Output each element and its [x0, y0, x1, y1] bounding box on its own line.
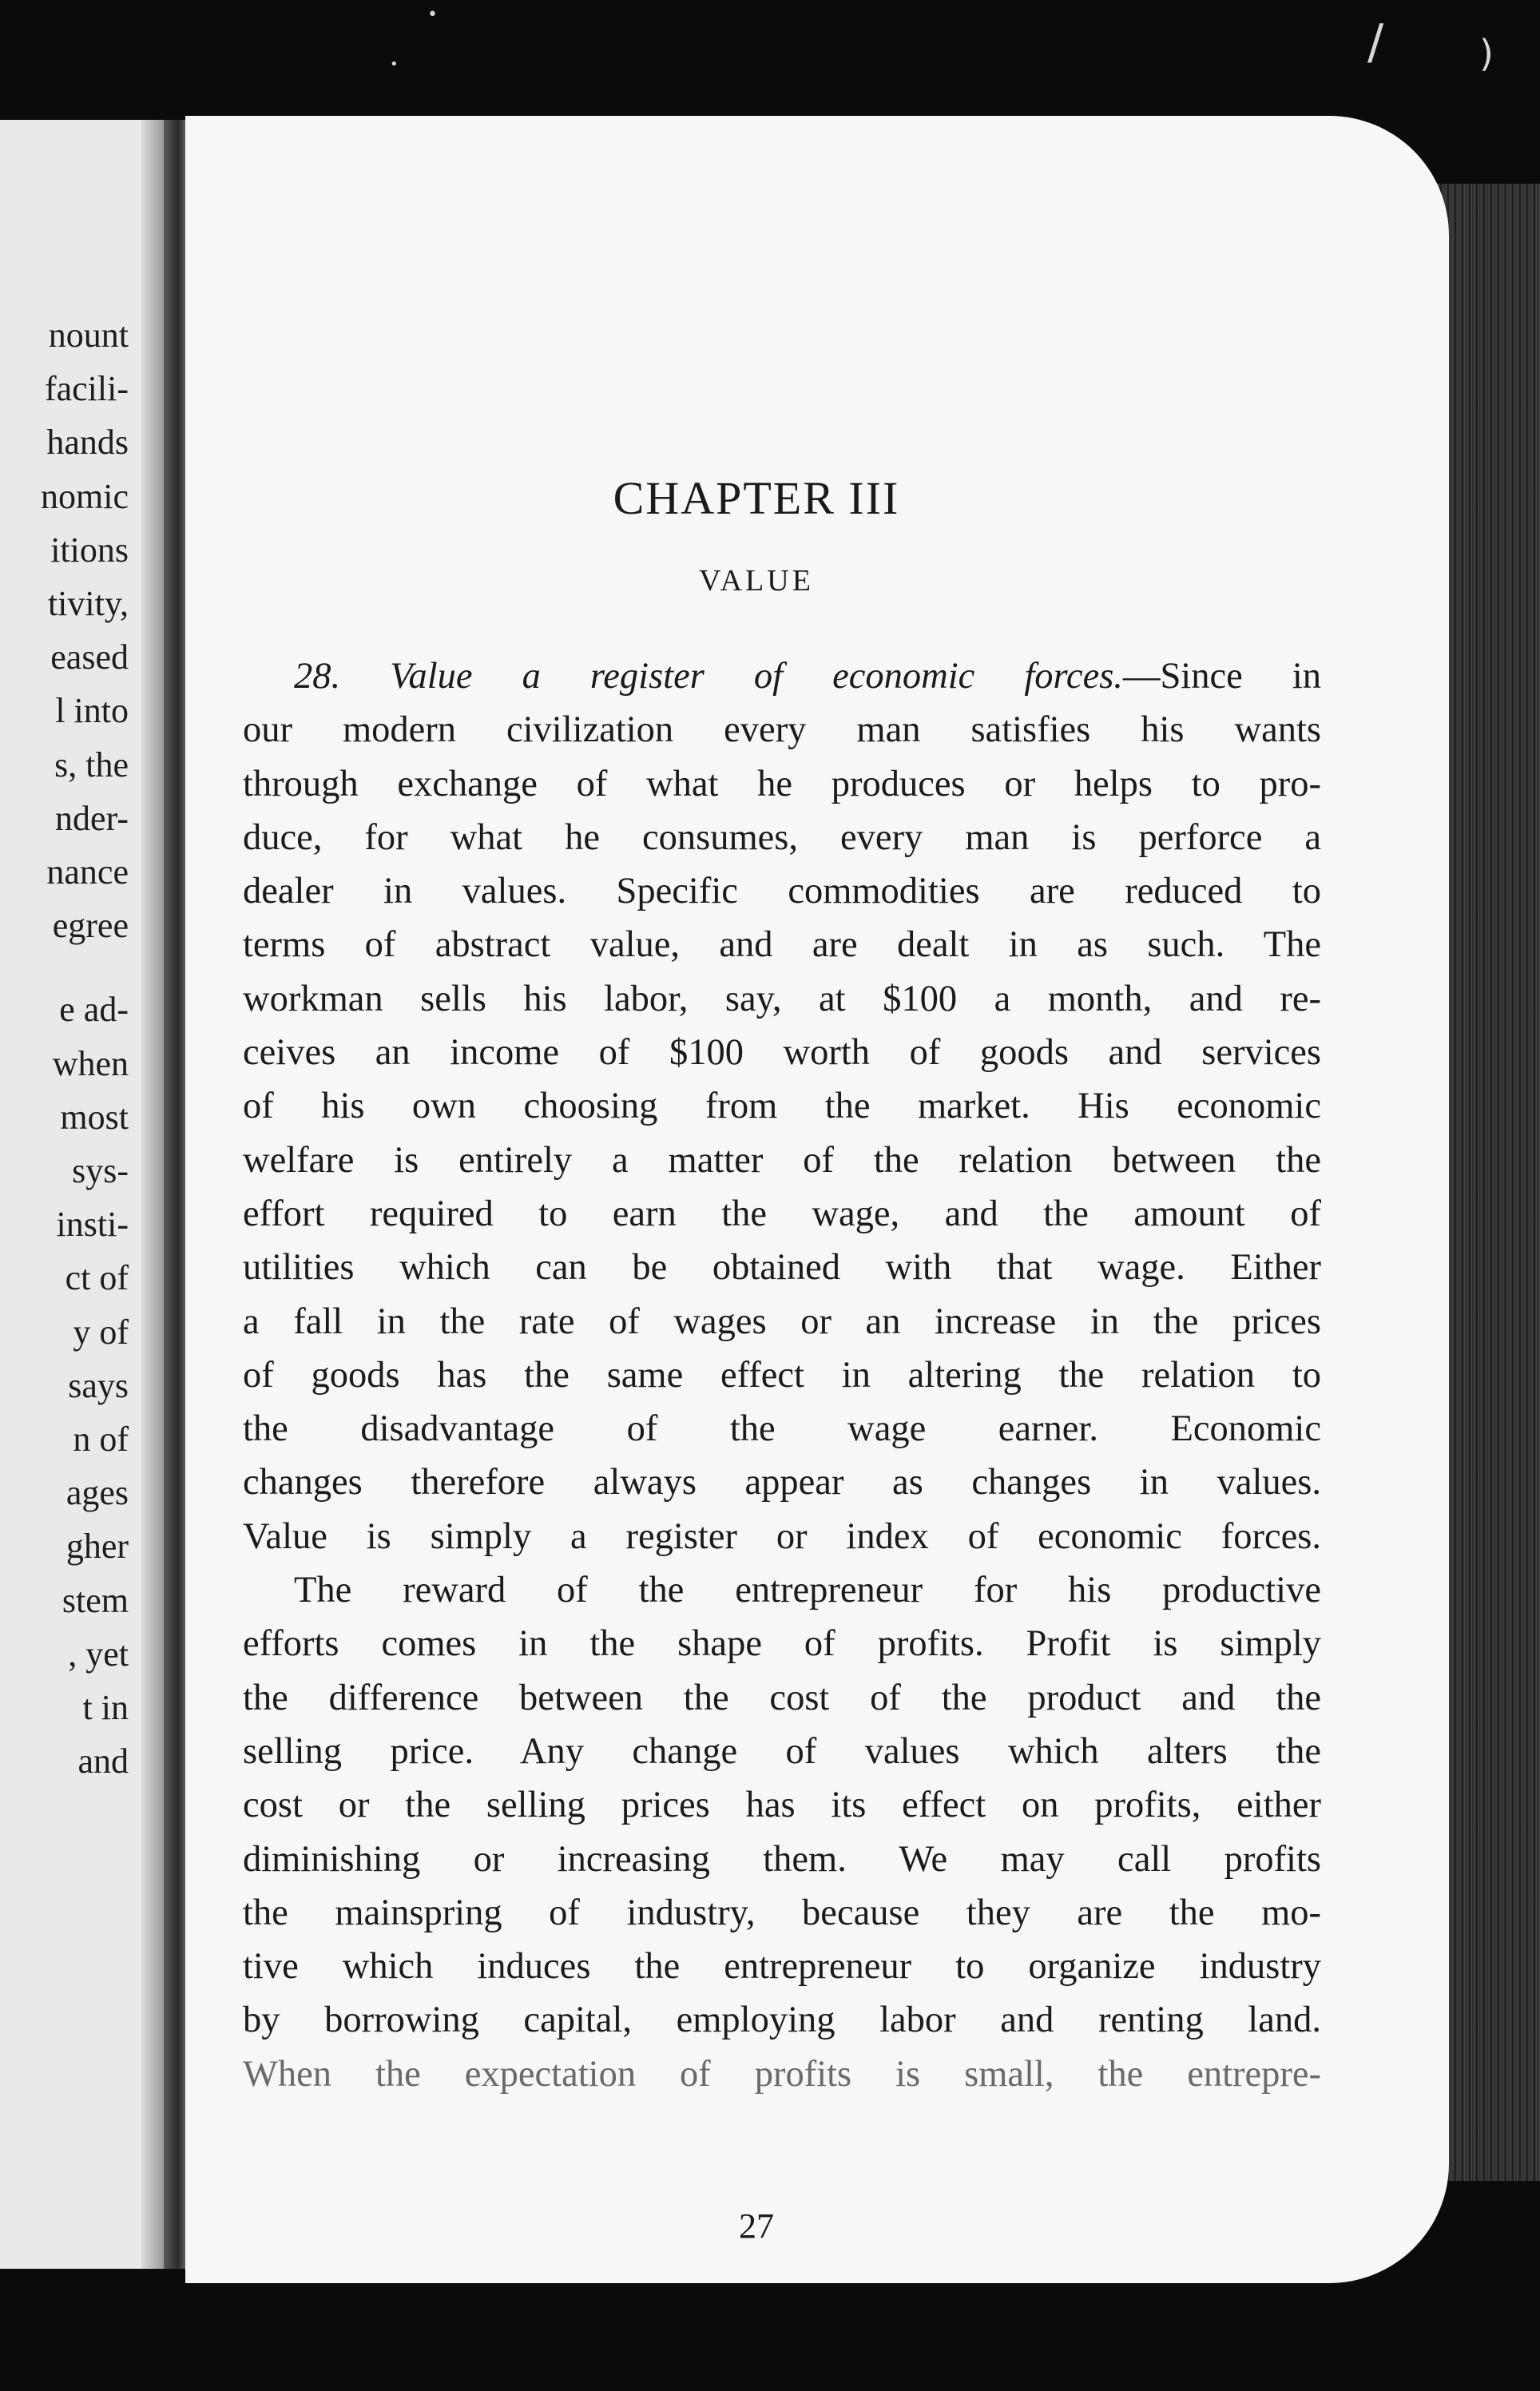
text-fragment: —Since in	[1122, 656, 1321, 697]
left-line: egree	[52, 906, 129, 946]
text-line: changes therefore always appear as changes in values.	[243, 1462, 1321, 1503]
left-line: nder-	[55, 798, 129, 838]
stray-paren-mark: )	[1479, 32, 1494, 75]
text-line: ceives an income of $100 worth of goods and services	[243, 1032, 1321, 1074]
text-line: dealer in values. Specific commodities are reduced to	[243, 871, 1321, 912]
left-page-text	[41, 308, 129, 1788]
left-line: nomic	[41, 476, 129, 516]
left-line: gher	[65, 1527, 129, 1567]
page-content	[185, 116, 1449, 2283]
text-line: through exchange of what he produces or helps to pro-	[243, 763, 1321, 804]
left-line: says	[68, 1365, 129, 1405]
text-line: diminishing or increasing them. We may call profits	[243, 1838, 1321, 1880]
left-line: when	[52, 1043, 129, 1083]
left-line: most	[60, 1097, 129, 1137]
left-line: insti-	[56, 1205, 129, 1245]
left-line: ct of	[65, 1258, 129, 1298]
left-line: e ad-	[59, 990, 129, 1030]
book-page	[185, 116, 1449, 2283]
text-line: utilities which can be obtained with that wage. Either	[243, 1247, 1321, 1289]
body-text	[243, 649, 1321, 2101]
text-line: of goods has the same effect in altering the relation to	[243, 1354, 1321, 1396]
text-line: tive which induces the entrepreneur to organize industry	[243, 1946, 1321, 1988]
text-line: the difference between the cost of the product and the	[243, 1677, 1321, 1718]
section-title: VALUE	[699, 564, 814, 598]
left-line: y of	[73, 1312, 129, 1352]
text-line: efforts comes in the shape of profits. Profit is simply	[243, 1623, 1321, 1665]
text-line: of his own choosing from the market. His economic	[243, 1086, 1321, 1127]
left-line: itions	[50, 530, 129, 570]
book-gutter	[164, 120, 188, 2269]
left-line: n of	[73, 1420, 129, 1460]
text-line: The reward of the entrepreneur for his productive	[294, 1570, 1321, 1611]
spine-shadow	[141, 120, 164, 2269]
text-line	[243, 649, 1321, 703]
paragraph-gap	[41, 952, 129, 983]
stray-dot-mark: •	[390, 56, 399, 73]
stray-dot-mark: •	[427, 5, 438, 25]
left-line: tivity,	[47, 584, 129, 624]
text-line: cost or the selling prices has its effect on profits, either	[243, 1785, 1321, 1826]
text-line: terms of abstract value, and are dealt in as such. The	[243, 924, 1321, 966]
page-number: 27	[739, 2206, 774, 2246]
section-heading: 28. Value a register of economic forces.	[294, 656, 1123, 697]
left-line: t in	[82, 1688, 129, 1728]
text-line: duce, for what he consumes, every man is perforce a	[243, 816, 1321, 858]
text-line: workman sells his labor, say, at $100 a month, and re-	[243, 978, 1321, 1019]
left-line: nount	[48, 316, 129, 355]
left-facing-page	[0, 120, 164, 2269]
text-line: by borrowing capital, employing labor and renting land.	[243, 2000, 1321, 2041]
left-line: ages	[65, 1473, 129, 1513]
text-line: our modern civilization every man satisfies his wants	[243, 709, 1321, 751]
text-line: Value is simply a register or index of economic forces.	[243, 1515, 1321, 1557]
text-line: selling price. Any change of values which alters the	[243, 1730, 1321, 1772]
text-line: the mainspring of industry, because they are the mo-	[243, 1892, 1321, 1933]
text-line: a fall in the rate of wages or an increase in the prices	[243, 1301, 1321, 1342]
stray-slash-mark: /	[1367, 14, 1384, 70]
left-line: s, the	[54, 745, 129, 784]
text-line: effort required to earn the wage, and the amount of	[243, 1193, 1321, 1234]
chapter-title: CHAPTER III	[613, 472, 900, 524]
left-line: facili-	[44, 369, 129, 409]
text-line: welfare is entirely a matter of the relation between the	[243, 1139, 1321, 1181]
left-line: hands	[46, 423, 129, 463]
left-line: l into	[55, 691, 129, 731]
left-line: and	[77, 1742, 129, 1781]
text-line: When the expectation of profits is small, the entrepre-	[243, 2053, 1321, 2095]
left-line: nance	[46, 852, 129, 892]
text-line: the disadvantage of the wage earner. Economic	[243, 1408, 1321, 1450]
left-line: eased	[50, 637, 129, 677]
left-line: , yet	[68, 1634, 129, 1674]
left-line: stem	[62, 1580, 129, 1620]
left-line: sys-	[72, 1151, 129, 1191]
